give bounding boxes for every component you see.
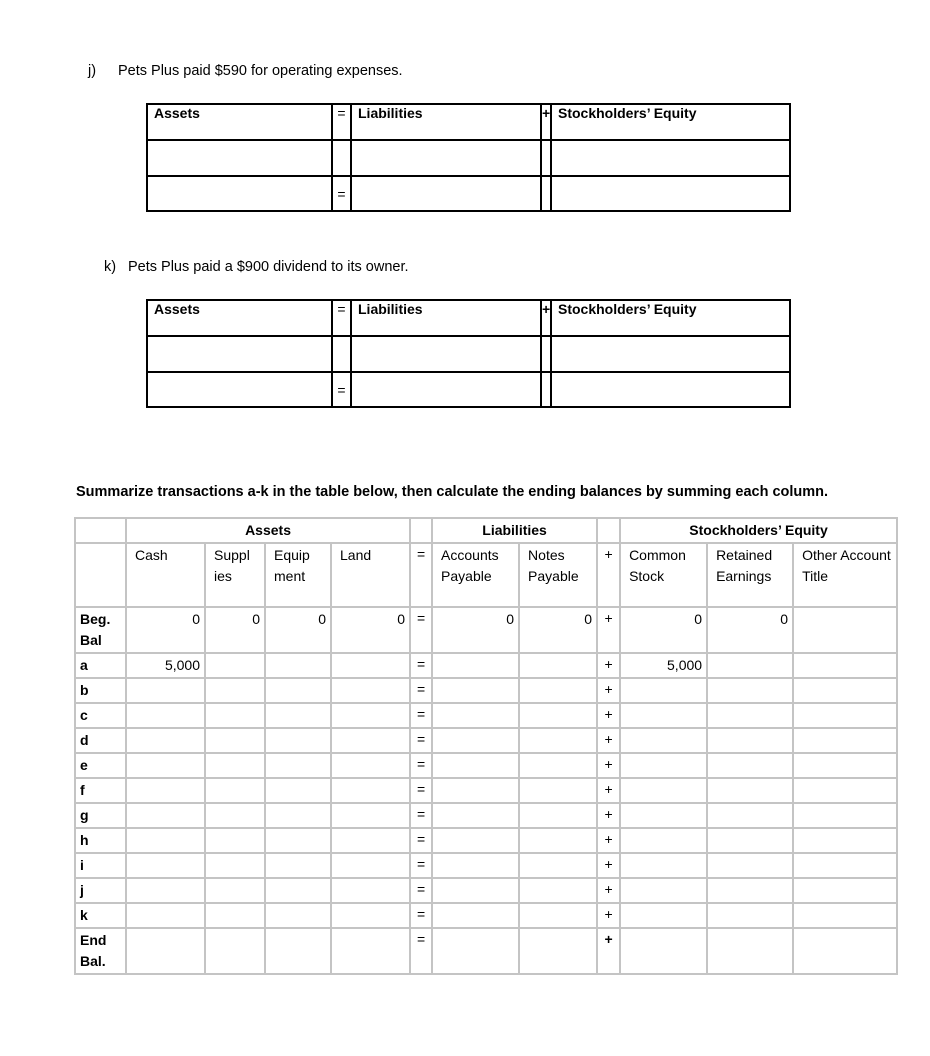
column-header: Retained Earnings: [707, 543, 793, 607]
amount-cell[interactable]: [793, 853, 897, 878]
table-row: [75, 903, 897, 928]
amount-cell[interactable]: [205, 903, 265, 928]
equity-header: Stockholders’ Equity: [551, 104, 790, 140]
amount-cell[interactable]: [793, 828, 897, 853]
amount-cell[interactable]: [519, 828, 597, 853]
amount-cell[interactable]: [432, 653, 519, 678]
amount-cell[interactable]: [432, 703, 519, 728]
amount-cell[interactable]: [265, 728, 331, 753]
row-label: g: [75, 803, 126, 828]
liabilities-header: Liabilities: [351, 104, 541, 140]
row-label: c: [75, 703, 126, 728]
operator-cell: =: [410, 778, 432, 803]
amount-cell[interactable]: [205, 653, 265, 678]
amount-cell[interactable]: [707, 653, 793, 678]
amount-cell[interactable]: [331, 728, 410, 753]
amount-cell[interactable]: [519, 903, 597, 928]
amount-cell[interactable]: 0: [205, 607, 265, 653]
amount-cell[interactable]: [707, 753, 793, 778]
summary-table: [74, 517, 898, 975]
amount-cell[interactable]: [519, 653, 597, 678]
question-label: k): [104, 259, 117, 275]
operator-cell: =: [410, 803, 432, 828]
amount-cell[interactable]: [331, 903, 410, 928]
amount-cell[interactable]: [793, 607, 897, 653]
amount-cell[interactable]: [205, 928, 265, 974]
equation-table-k: [146, 299, 791, 408]
plus-sign: +: [541, 104, 551, 140]
amount-cell[interactable]: [205, 678, 265, 703]
table-row: [75, 778, 897, 803]
amount-cell[interactable]: [793, 803, 897, 828]
amount-cell[interactable]: [519, 778, 597, 803]
amount-cell[interactable]: [620, 703, 707, 728]
amount-cell[interactable]: [620, 803, 707, 828]
assets-header: Assets: [147, 300, 332, 336]
question-j: [88, 63, 403, 79]
table-row: [75, 828, 897, 853]
amount-cell[interactable]: [519, 878, 597, 903]
operator-cell: +: [597, 853, 620, 878]
amount-cell[interactable]: [265, 803, 331, 828]
amount-cell[interactable]: [126, 778, 205, 803]
amount-cell[interactable]: [620, 778, 707, 803]
operator-cell: =: [410, 543, 432, 607]
amount-cell[interactable]: [707, 803, 793, 828]
row-label: k: [75, 903, 126, 928]
operator-cell: =: [410, 903, 432, 928]
amount-cell[interactable]: [793, 653, 897, 678]
plus-sign: +: [541, 300, 551, 336]
equity-input[interactable]: [551, 140, 790, 176]
operator-cell: =: [410, 678, 432, 703]
amount-cell[interactable]: [205, 703, 265, 728]
assets-header: Assets: [147, 104, 332, 140]
amount-cell[interactable]: [793, 678, 897, 703]
amount-cell[interactable]: [793, 778, 897, 803]
amount-cell[interactable]: [126, 878, 205, 903]
amount-cell[interactable]: 0: [432, 607, 519, 653]
question-text: Pets Plus paid $590 for operating expenses.: [118, 63, 403, 79]
amount-cell[interactable]: [331, 928, 410, 974]
question-label: j): [88, 63, 97, 79]
liabilities-input[interactable]: [351, 140, 541, 176]
amount-cell[interactable]: 0: [620, 607, 707, 653]
amount-cell[interactable]: [707, 878, 793, 903]
column-header: Common Stock: [620, 543, 707, 607]
amount-cell[interactable]: [331, 753, 410, 778]
amount-cell[interactable]: [620, 878, 707, 903]
amount-cell[interactable]: [331, 703, 410, 728]
amount-cell[interactable]: [265, 678, 331, 703]
amount-cell[interactable]: 0: [265, 607, 331, 653]
operator-cell: +: [597, 543, 620, 607]
equation-table-j: [146, 103, 791, 212]
amount-cell[interactable]: [126, 728, 205, 753]
operator-cell: +: [597, 703, 620, 728]
table-row: [75, 853, 897, 878]
amount-cell[interactable]: [331, 878, 410, 903]
amount-cell[interactable]: [432, 803, 519, 828]
amount-cell[interactable]: [126, 703, 205, 728]
operator-cell: =: [410, 853, 432, 878]
amount-cell[interactable]: [265, 778, 331, 803]
amount-cell[interactable]: [707, 828, 793, 853]
equals-sign: =: [332, 372, 351, 407]
table-row: [75, 653, 897, 678]
operator-cell: =: [410, 653, 432, 678]
column-header: Cash: [126, 543, 205, 607]
table-row: [75, 803, 897, 828]
amount-cell[interactable]: [432, 678, 519, 703]
amount-cell[interactable]: [432, 828, 519, 853]
operator-cell: +: [597, 607, 620, 653]
assets-input[interactable]: [147, 140, 332, 176]
equity-input[interactable]: [551, 336, 790, 372]
amount-cell[interactable]: [432, 928, 519, 974]
amount-cell[interactable]: 0: [707, 607, 793, 653]
amount-cell[interactable]: [793, 753, 897, 778]
liabilities-header: Liabilities: [351, 300, 541, 336]
operator-cell: +: [597, 678, 620, 703]
row-label: f: [75, 778, 126, 803]
amount-cell[interactable]: [793, 703, 897, 728]
amount-cell[interactable]: [126, 853, 205, 878]
amount-cell[interactable]: [331, 678, 410, 703]
column-header: Notes Payable: [519, 543, 597, 607]
table-row: [75, 928, 897, 974]
amount-cell[interactable]: [707, 703, 793, 728]
amount-cell[interactable]: 5,000: [620, 653, 707, 678]
amount-cell[interactable]: [126, 928, 205, 974]
column-header-row: [75, 543, 897, 607]
amount-cell[interactable]: [265, 753, 331, 778]
equity-group-header: Stockholders’ Equity: [620, 518, 897, 543]
amount-cell[interactable]: [620, 753, 707, 778]
column-header: Suppl ies: [205, 543, 265, 607]
amount-cell[interactable]: 0: [331, 607, 410, 653]
amount-cell[interactable]: [432, 903, 519, 928]
operator-cell: =: [410, 753, 432, 778]
operator-cell: +: [597, 828, 620, 853]
amount-cell[interactable]: [793, 928, 897, 974]
amount-cell[interactable]: [620, 928, 707, 974]
question-text: Pets Plus paid a $900 dividend to its owner.: [128, 259, 409, 275]
assets-input[interactable]: [147, 176, 332, 211]
amount-cell[interactable]: [620, 828, 707, 853]
amount-cell[interactable]: [205, 728, 265, 753]
row-label: a: [75, 653, 126, 678]
operator-cell: =: [410, 703, 432, 728]
question-k: [104, 259, 409, 275]
amount-cell[interactable]: [519, 728, 597, 753]
amount-cell[interactable]: [707, 903, 793, 928]
amount-cell[interactable]: [707, 778, 793, 803]
amount-cell[interactable]: [707, 853, 793, 878]
amount-cell[interactable]: [707, 678, 793, 703]
row-label: Beg. Bal: [75, 607, 126, 653]
amount-cell[interactable]: [126, 753, 205, 778]
column-header: Accounts Payable: [432, 543, 519, 607]
amount-cell[interactable]: [432, 753, 519, 778]
operator-cell: =: [410, 728, 432, 753]
amount-cell[interactable]: [519, 853, 597, 878]
column-header: Equip ment: [265, 543, 331, 607]
amount-cell[interactable]: [432, 853, 519, 878]
operator-cell: +: [597, 803, 620, 828]
amount-cell[interactable]: [620, 728, 707, 753]
table-row: [75, 753, 897, 778]
equity-header: Stockholders’ Equity: [551, 300, 790, 336]
amount-cell[interactable]: [205, 778, 265, 803]
amount-cell[interactable]: [126, 678, 205, 703]
operator-cell: +: [597, 778, 620, 803]
table-row: [75, 703, 897, 728]
amount-cell[interactable]: [205, 753, 265, 778]
row-label: h: [75, 828, 126, 853]
operator-cell: +: [597, 753, 620, 778]
amount-cell[interactable]: [265, 853, 331, 878]
amount-cell[interactable]: [519, 753, 597, 778]
amount-cell[interactable]: [265, 703, 331, 728]
table-row: [75, 607, 897, 653]
instructions: Summarize transactions a-k in the table below, then calculate the ending balances by summing each column.: [76, 484, 829, 500]
operator-cell: =: [410, 828, 432, 853]
equity-input[interactable]: [551, 176, 790, 211]
amount-cell[interactable]: [620, 678, 707, 703]
assets-group-header: Assets: [126, 518, 410, 543]
amount-cell[interactable]: [205, 853, 265, 878]
operator-cell: =: [410, 607, 432, 653]
amount-cell[interactable]: [205, 828, 265, 853]
amount-cell[interactable]: [519, 678, 597, 703]
amount-cell[interactable]: [620, 853, 707, 878]
amount-cell[interactable]: [331, 778, 410, 803]
assets-input[interactable]: [147, 372, 332, 407]
amount-cell[interactable]: [432, 778, 519, 803]
table-row: [75, 878, 897, 903]
amount-cell[interactable]: [265, 828, 331, 853]
equals-sign: =: [332, 104, 351, 140]
amount-cell[interactable]: 5,000: [126, 653, 205, 678]
liabilities-input[interactable]: [351, 372, 541, 407]
equals-sign: =: [332, 300, 351, 336]
operator-cell: =: [410, 928, 432, 974]
amount-cell[interactable]: [331, 828, 410, 853]
group-header-row: [75, 518, 897, 543]
amount-cell[interactable]: [620, 903, 707, 928]
row-label: End Bal.: [75, 928, 126, 974]
amount-cell[interactable]: [793, 903, 897, 928]
column-header: Other Account Title: [793, 543, 897, 607]
row-label: b: [75, 678, 126, 703]
amount-cell[interactable]: [126, 903, 205, 928]
operator-cell: +: [597, 653, 620, 678]
amount-cell[interactable]: [707, 928, 793, 974]
equals-sign: =: [332, 176, 351, 211]
amount-cell[interactable]: [793, 728, 897, 753]
amount-cell[interactable]: [707, 728, 793, 753]
operator-cell: =: [410, 878, 432, 903]
amount-cell[interactable]: [432, 878, 519, 903]
amount-cell[interactable]: [265, 653, 331, 678]
operator-cell: +: [597, 878, 620, 903]
liabilities-group-header: Liabilities: [432, 518, 597, 543]
amount-cell[interactable]: 0: [519, 607, 597, 653]
amount-cell[interactable]: [205, 803, 265, 828]
column-header: Land: [331, 543, 410, 607]
operator-cell: +: [597, 903, 620, 928]
amount-cell[interactable]: [126, 828, 205, 853]
liabilities-input[interactable]: [351, 336, 541, 372]
amount-cell[interactable]: [519, 703, 597, 728]
amount-cell[interactable]: [331, 803, 410, 828]
amount-cell[interactable]: [265, 928, 331, 974]
row-label: e: [75, 753, 126, 778]
table-row: [75, 728, 897, 753]
amount-cell[interactable]: [265, 878, 331, 903]
operator-cell: +: [597, 928, 620, 974]
operator-cell: +: [597, 728, 620, 753]
equity-input[interactable]: [551, 372, 790, 407]
row-label: i: [75, 853, 126, 878]
row-label: j: [75, 878, 126, 903]
amount-cell[interactable]: [793, 878, 897, 903]
table-row: [75, 678, 897, 703]
amount-cell[interactable]: [205, 878, 265, 903]
row-label: d: [75, 728, 126, 753]
amount-cell[interactable]: [519, 928, 597, 974]
amount-cell[interactable]: [265, 903, 331, 928]
amount-cell[interactable]: [432, 728, 519, 753]
amount-cell[interactable]: [519, 803, 597, 828]
amount-cell[interactable]: 0: [126, 607, 205, 653]
amount-cell[interactable]: [126, 803, 205, 828]
assets-input[interactable]: [147, 336, 332, 372]
amount-cell[interactable]: [331, 653, 410, 678]
amount-cell[interactable]: [331, 853, 410, 878]
liabilities-input[interactable]: [351, 176, 541, 211]
